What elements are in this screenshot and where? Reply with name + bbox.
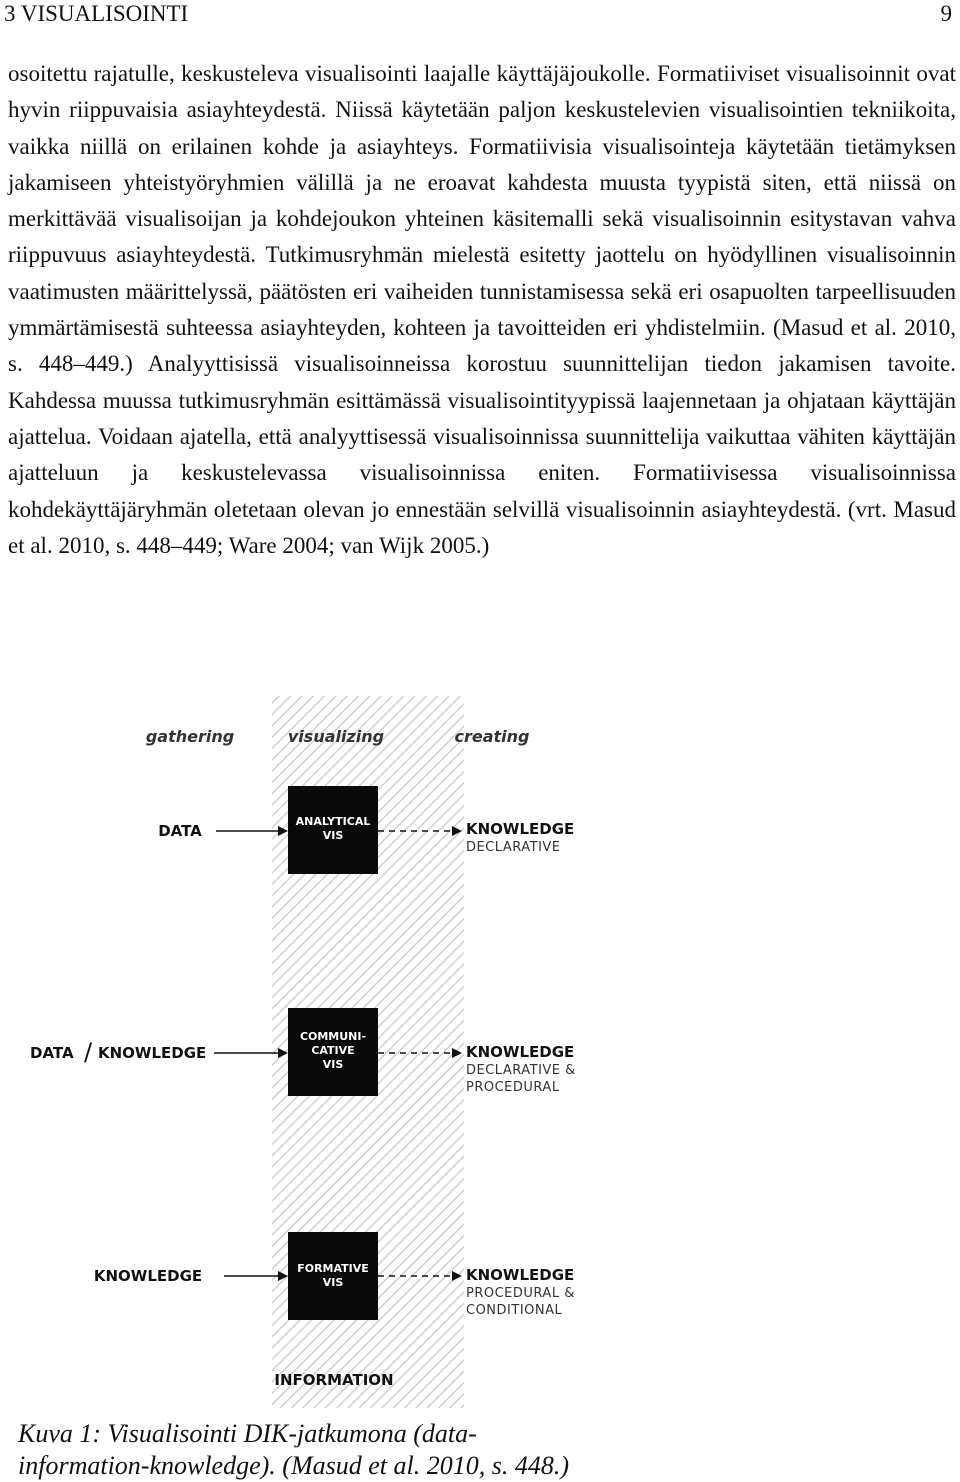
dik-figure bbox=[18, 696, 610, 1408]
output-knowledge: KNOWLEDGE bbox=[466, 1043, 575, 1061]
input-separator: / bbox=[84, 1038, 93, 1066]
input-data: DATA bbox=[30, 1044, 74, 1062]
dik-diagram bbox=[18, 696, 610, 1408]
page-number: 9 bbox=[940, 1, 952, 26]
box-line: VIS bbox=[322, 829, 344, 842]
column-header-creating: creating bbox=[454, 727, 530, 746]
column-header-visualizing: visualizing bbox=[287, 727, 385, 746]
information-label: INFORMATION bbox=[274, 1371, 394, 1389]
running-header bbox=[4, 0, 952, 30]
box-line: FORMATIVE bbox=[297, 1262, 369, 1275]
box-line: CATIVE bbox=[311, 1044, 355, 1057]
output-type: DECLARATIVE bbox=[466, 840, 561, 855]
figure-caption bbox=[18, 1418, 578, 1482]
input-knowledge: KNOWLEDGE bbox=[93, 1267, 203, 1285]
output-type: DECLARATIVE & bbox=[466, 1063, 576, 1078]
row-communicative bbox=[30, 1008, 576, 1096]
row-formative bbox=[94, 1232, 575, 1320]
box-line: VIS bbox=[322, 1058, 344, 1071]
body-paragraph: osoitettu rajatulle, keskusteleva visualisointi laajalle käyttäjäjoukolle. Formatiiviset visualisoinnit ovat hyvin riippuvaisia asiayhteydestä. Niissä käytetään paljon keskustelevien visualisointien tekniikoita, vaikka niillä on erilainen kohde ja asiayhteys. Formatiivisia visualisointeja käytetään tietämyksen jakamiseen yhteistyöryhmien välillä ja ne eroavat kahdesta muusta tyypistä siten, että niissä on merkittävää visualisoijan ja kohdejoukon yhteinen käsitemalli sekä visualisoinnin esitystavan vahva riippuvuus asiayhteydestä. Tutkimusryhmän mielestä esitetty jaottelu on hyödyllinen visualisoinnin vaatimusten määrittelyssä, päätösten eri vaiheiden tunnistamisessa sekä eri osapuolten tarpeellisuuden ymmärtämisestä suhteessa asiayhteyden, kohteen ja tavoitteiden eri yhdistelmiin. (Masud et al. 2010, s. 448–449.) Analyyttisissä visualisoinneissa korostuu suunnittelijan tiedon jakamisen tavoite. Kahdessa muussa tutkimusryhmän esittämässä visualisointityypissä laajennetaan ja ohjataan käyttäjän ajattelua. Voidaan ajatella, että analyyttisessä visualisoinnissa suunnittelija vaikuttaa vähiten käyttäjän ajatteluun ja keskustelevassa visualisoinnissa eniten. Formatiivisessa visualisoinnissa kohdekäyttäjäryhmän oletetaan olevan jo ennestään selvillä visualisoinnin asiayhteydestä. (vrt. Masud et al. 2010, s. 448–449; Ware 2004; van Wijk 2005.) bbox=[8, 61, 956, 558]
output-knowledge: KNOWLEDGE bbox=[466, 1266, 575, 1284]
caption-line: Kuva 1: Visualisointi DIK-jatkumona (data- bbox=[18, 1419, 477, 1448]
box-line: ANALYTICAL bbox=[295, 815, 371, 828]
body-text bbox=[8, 56, 956, 564]
column-header-gathering: gathering bbox=[145, 727, 235, 746]
output-type: PROCEDURAL & bbox=[466, 1286, 575, 1301]
caption-line: information-knowledge). (Masud et al. 2010, s. 448.) bbox=[18, 1451, 569, 1480]
output-type: CONDITIONAL bbox=[466, 1303, 563, 1318]
box-line: VIS bbox=[322, 1276, 344, 1289]
section-title: 3 VISUALISOINTI bbox=[4, 1, 189, 26]
input-data: DATA bbox=[158, 822, 202, 840]
output-knowledge: KNOWLEDGE bbox=[466, 820, 575, 838]
box-line: COMMUNI- bbox=[299, 1030, 367, 1043]
row-analytical bbox=[158, 786, 574, 874]
output-type: PROCEDURAL bbox=[466, 1080, 560, 1095]
input-knowledge: KNOWLEDGE bbox=[98, 1044, 207, 1062]
